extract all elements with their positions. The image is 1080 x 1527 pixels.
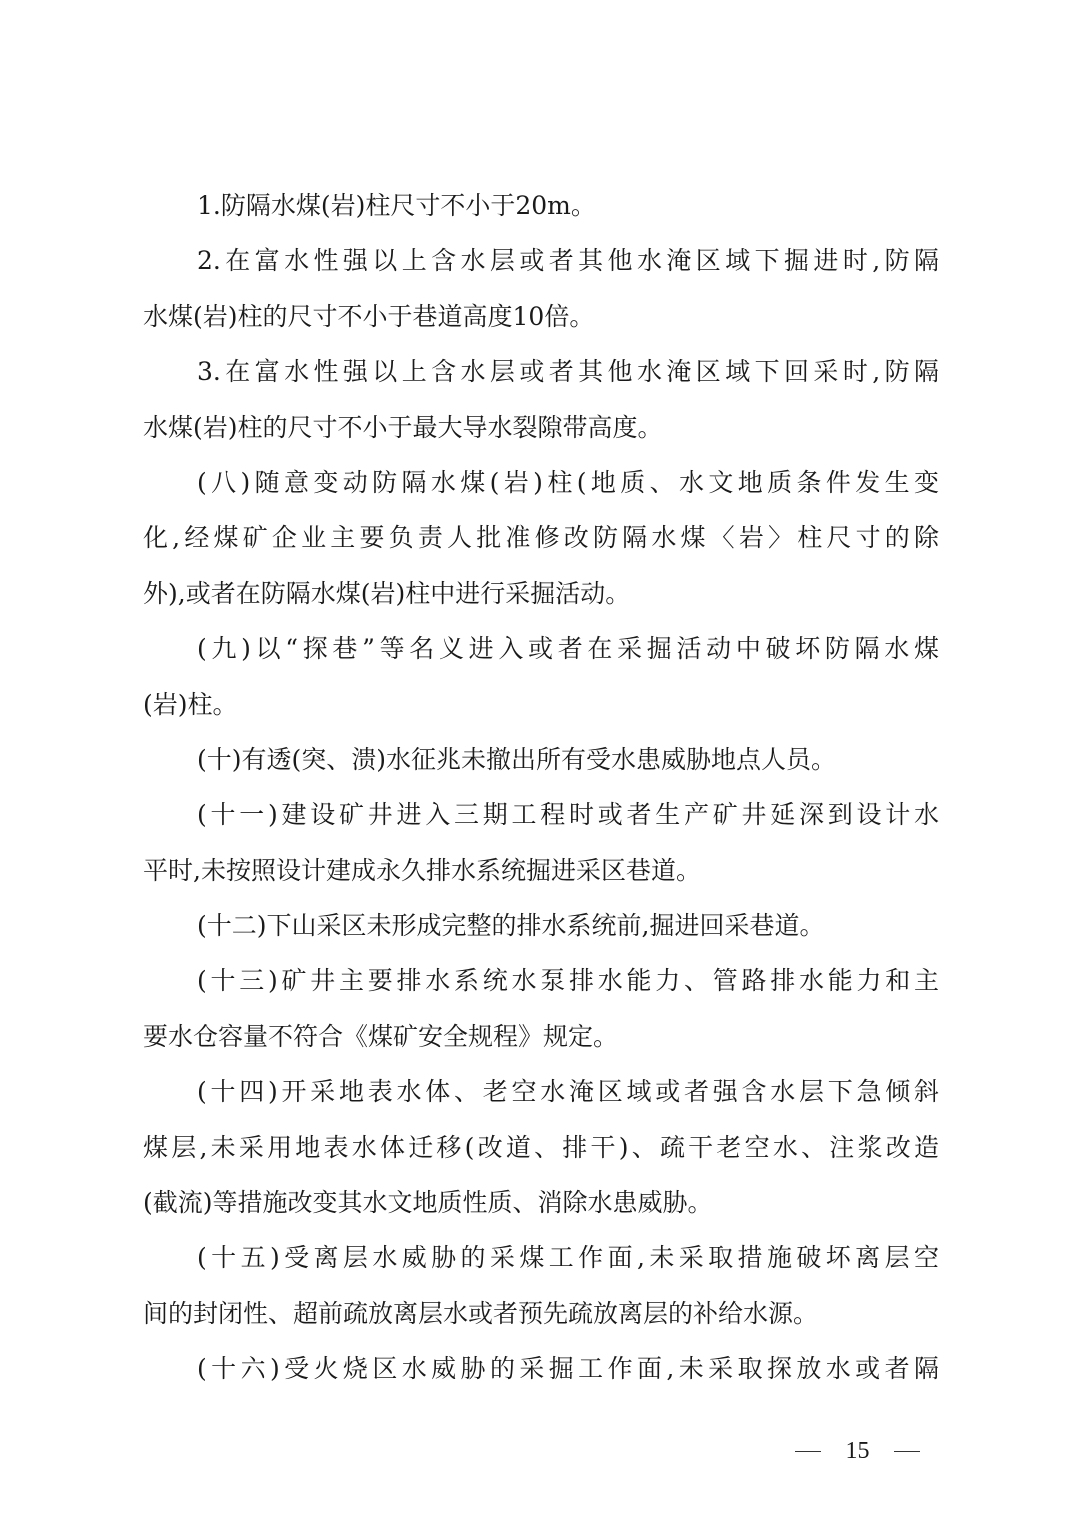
text-line: 水煤(岩)柱的尺寸不小于最大导水裂隙带高度。	[143, 412, 663, 442]
footer-dash-right	[894, 1451, 920, 1452]
text-line: (十四)开采地表水体、老空水淹区域或者强含水层下急倾斜	[197, 1077, 939, 1107]
text-line: (十一)建设矿井进入三期工程时或者生产矿井延深到设计水	[197, 800, 939, 830]
text-line: 1.防隔水煤(岩)柱尺寸不小于20m。	[197, 191, 596, 220]
text-line: (十三)矿井主要排水系统水泵排水能力、管路排水能力和主	[197, 966, 939, 996]
page-number: 15	[845, 1437, 870, 1464]
page-footer	[795, 1435, 920, 1467]
text-line: (十五)受离层水威胁的采煤工作面,未采取措施破坏离层空	[197, 1243, 939, 1273]
text-line: 水煤(岩)柱的尺寸不小于巷道高度10倍。	[143, 301, 595, 331]
text-line: (八)随意变动防隔水煤(岩)柱(地质、水文地质条件发生变	[197, 467, 939, 497]
text-line: 要水仓容量不符合《煤矿安全规程》规定。	[143, 1021, 619, 1051]
text-line: (九)以“探巷”等名义进入或者在采掘活动中破坏防隔水煤	[197, 634, 939, 664]
text-line: (十二)下山采区未形成完整的排水系统前,掘进回采巷道。	[197, 911, 825, 941]
text-line: (岩)柱。	[143, 689, 238, 719]
text-line: 2.在富水性强以上含水层或者其他水淹区域下掘进时,防隔	[197, 246, 939, 276]
text-line: 化,经煤矿企业主要负责人批准修改防隔水煤〈岩〉柱尺寸的除	[143, 523, 939, 553]
footer-dash-left	[795, 1451, 821, 1452]
text-line: (截流)等措施改变其水文地质性质、消除水患威胁。	[143, 1188, 713, 1218]
text-line: 煤层,未采用地表水体迁移(改道、排干)、疏干老空水、注浆改造	[143, 1132, 939, 1162]
text-line: (十六)受火烧区水威胁的采掘工作面,未采取探放水或者隔	[197, 1354, 939, 1384]
text-line: 平时,未按照设计建成永久排水系统掘进采区巷道。	[143, 855, 701, 885]
text-line: (十)有透(突、溃)水征兆未撤出所有受水患威胁地点人员。	[197, 744, 837, 774]
text-line: 间的封闭性、超前疏放离层水或者预先疏放离层的补给水源。	[143, 1298, 819, 1328]
body-text	[143, 182, 939, 1401]
text-line: 3.在富水性强以上含水层或者其他水淹区域下回采时,防隔	[197, 357, 939, 387]
text-line: 外),或者在防隔水煤(岩)柱中进行采掘活动。	[143, 578, 631, 608]
